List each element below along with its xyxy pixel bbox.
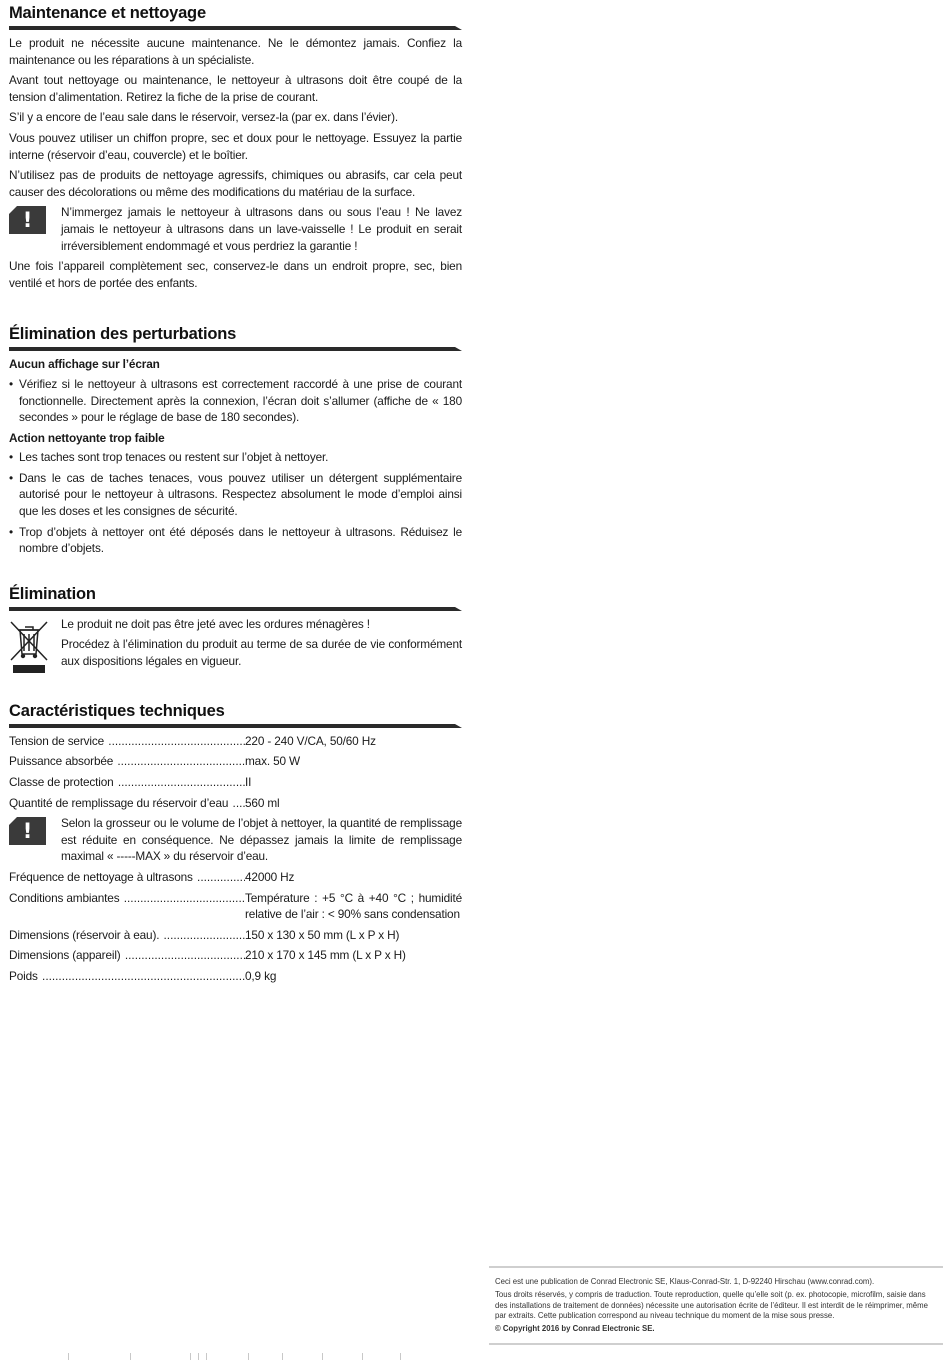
- publication-footer: [489, 1266, 943, 1345]
- spec-label: Conditions ambiantes: [9, 890, 120, 905]
- spec-value: 42000 Hz: [245, 870, 295, 884]
- spec-label: Tension de service: [9, 733, 105, 748]
- no-display-list: [9, 376, 462, 426]
- spec-row: [9, 927, 462, 944]
- spec-value: 150 x 130 x 50 mm (L x P x H): [245, 927, 400, 942]
- list-item: • Dans le cas de taches tenaces, vous pouvez utiliser un détergent supplémentaire autorisé pour le nettoyeur à ultrasons. Respectez absolument le mode d’emploi ainsi que les doses et les consignes de sécurité.: [9, 470, 462, 520]
- warning-text: N’immergez jamais le nettoyeur à ultrasons dans ou sous l’eau ! Ne lavez jamais le nettoyeur à ultrasons dans un lave-vaisselle ! Le produit en serait irréversiblement endommagé et vous perdriez la garantie !: [61, 205, 462, 253]
- footer-copyright: © Copyright 2016 by Conrad Electronic SE.: [495, 1324, 655, 1334]
- spec-row: [9, 890, 462, 923]
- spec-value: max. 50 W: [245, 754, 301, 769]
- specs-heading: Caractéristiques techniques: [9, 701, 225, 720]
- section-troubleshooting: [9, 321, 462, 557]
- maintenance-paragraph: N’utilisez pas de produits de nettoyage agressifs, chimiques ou abrasifs, car cela peut causer des décolorations ou même des modifications du matériau de la surface.: [9, 168, 462, 199]
- heading-rule: [9, 607, 462, 611]
- disposal-note: [9, 616, 462, 676]
- maintenance-paragraph: Vous pouvez utiliser un chiffon propre, sec et doux pour le nettoyage. Essuyez la partie interne (réservoir d’eau, couvercle) et le boîtier.: [9, 130, 462, 162]
- subheading-no-display: Aucun affichage sur l’écran: [9, 357, 160, 372]
- spec-row: [9, 753, 462, 770]
- spec-row: [9, 968, 462, 985]
- spec-row: [9, 795, 462, 812]
- spec-value: 210 x 170 x 145 mm (L x P x H): [245, 948, 406, 963]
- spec-label: Dimensions (appareil): [9, 948, 121, 963]
- spec-value: 220 - 240 V/CA, 50/60 Hz: [245, 733, 376, 748]
- list-item: • Les taches sont trop tenaces ou restent sur l’objet à nettoyer.: [9, 449, 462, 466]
- heading-rule: [9, 347, 462, 351]
- spec-row: [9, 733, 462, 750]
- weak-cleaning-list: [9, 449, 462, 557]
- spec-label: Fréquence de nettoyage à ultrasons: [9, 870, 193, 884]
- document-column: [9, 0, 462, 989]
- spec-value: Température : +5 °C à +40 °C ; humidité relative de l’air : < 90% sans condensation: [245, 890, 462, 922]
- footer-rights: Tous droits réservés, y compris de traduction. Toute reproduction, quelle qu’elle soit (p. ex. photocopie, microfilm, saisie dans des installations de traitement de données) nécessite une autorisation écrite de l’éditeur. Il est interdit de le réimprimer, même par extraits. Cette publication correspond au niveau technique du moment de la mise sous presse.: [495, 1289, 928, 1321]
- warning-exclamation-icon: !: [9, 817, 46, 845]
- warning-note: [9, 204, 462, 254]
- disposal-heading: Élimination: [9, 584, 96, 603]
- spec-row: [9, 774, 462, 791]
- footer-publisher: Ceci est une publication de Conrad Electronic SE, Klaus-Conrad-Str. 1, D-92240 Hirschau (www.conrad.com).: [495, 1277, 875, 1286]
- spec-label: Dimensions (réservoir à eau).: [9, 927, 163, 942]
- spec-value: 560 ml: [245, 795, 280, 810]
- troubleshooting-heading: Élimination des perturbations: [9, 325, 237, 344]
- list-item: • Trop d’objets à nettoyer ont été déposés dans le nettoyeur à ultrasons. Réduisez le nombre d’objets.: [9, 524, 462, 557]
- disposal-paragraph: Le produit ne doit pas être jeté avec les ordures ménagères !: [61, 616, 370, 631]
- spec-row: [9, 869, 462, 886]
- maintenance-paragraph: S’il y a encore de l’eau sale dans le réservoir, versez-la (par ex. dans l’évier).: [9, 110, 398, 125]
- list-item: • Vérifiez si le nettoyeur à ultrasons est correctement raccordé à une prise de courant fonctionnelle. Directement après la connexion, l’écran doit s’allumer (affiche de « 180 secondes » pour le réglage de base de 180 secondes).: [9, 376, 462, 426]
- fill-warning-note: [9, 815, 462, 865]
- maintenance-paragraph: Une fois l’appareil complètement sec, conservez-le dans un endroit propre, sec, bien ventilé et hors de portée des enfants.: [9, 259, 462, 290]
- spec-label: Puissance absorbée: [9, 754, 117, 769]
- spec-value: II: [245, 775, 252, 790]
- spec-label: Quantité de remplissage du réservoir d’eau: [9, 795, 229, 810]
- fill-warning-text: Selon la grosseur ou le volume de l’objet à nettoyer, la quantité de remplissage est réduite en conséquence. Ne dépassez jamais la limite de remplissage maximal « -----MAX » du réservoir d’eau.: [61, 816, 462, 864]
- section-specs: [9, 698, 462, 985]
- section-maintenance: [9, 0, 462, 291]
- crossed-out-wheelie-bin-icon: [9, 618, 49, 674]
- spec-value: 0,9 kg: [245, 968, 277, 983]
- maintenance-paragraph: Avant tout nettoyage ou maintenance, le nettoyeur à ultrasons doit être coupé de la tension d’alimentation. Retirez la fiche de la prise de courant.: [9, 73, 462, 104]
- heading-rule: [9, 26, 462, 30]
- heading-rule: [9, 724, 462, 728]
- spec-label: Poids: [9, 968, 38, 983]
- maintenance-heading: Maintenance et nettoyage: [9, 4, 206, 22]
- print-marks: [60, 1353, 420, 1360]
- subheading-weak-cleaning: Action nettoyante trop faible: [9, 430, 165, 445]
- spec-row: [9, 947, 462, 964]
- spec-label: Classe de protection: [9, 775, 114, 790]
- maintenance-paragraph: Le produit ne nécessite aucune maintenance. Ne le démontez jamais. Confiez la maintenance ou les réparations à un spécialiste.: [9, 36, 462, 67]
- disposal-paragraph: Procédez à l’élimination du produit au terme de sa durée de vie conformément aux dispositions légales en vigueur.: [61, 637, 462, 669]
- section-disposal: [9, 581, 462, 676]
- warning-exclamation-icon: !: [9, 206, 46, 234]
